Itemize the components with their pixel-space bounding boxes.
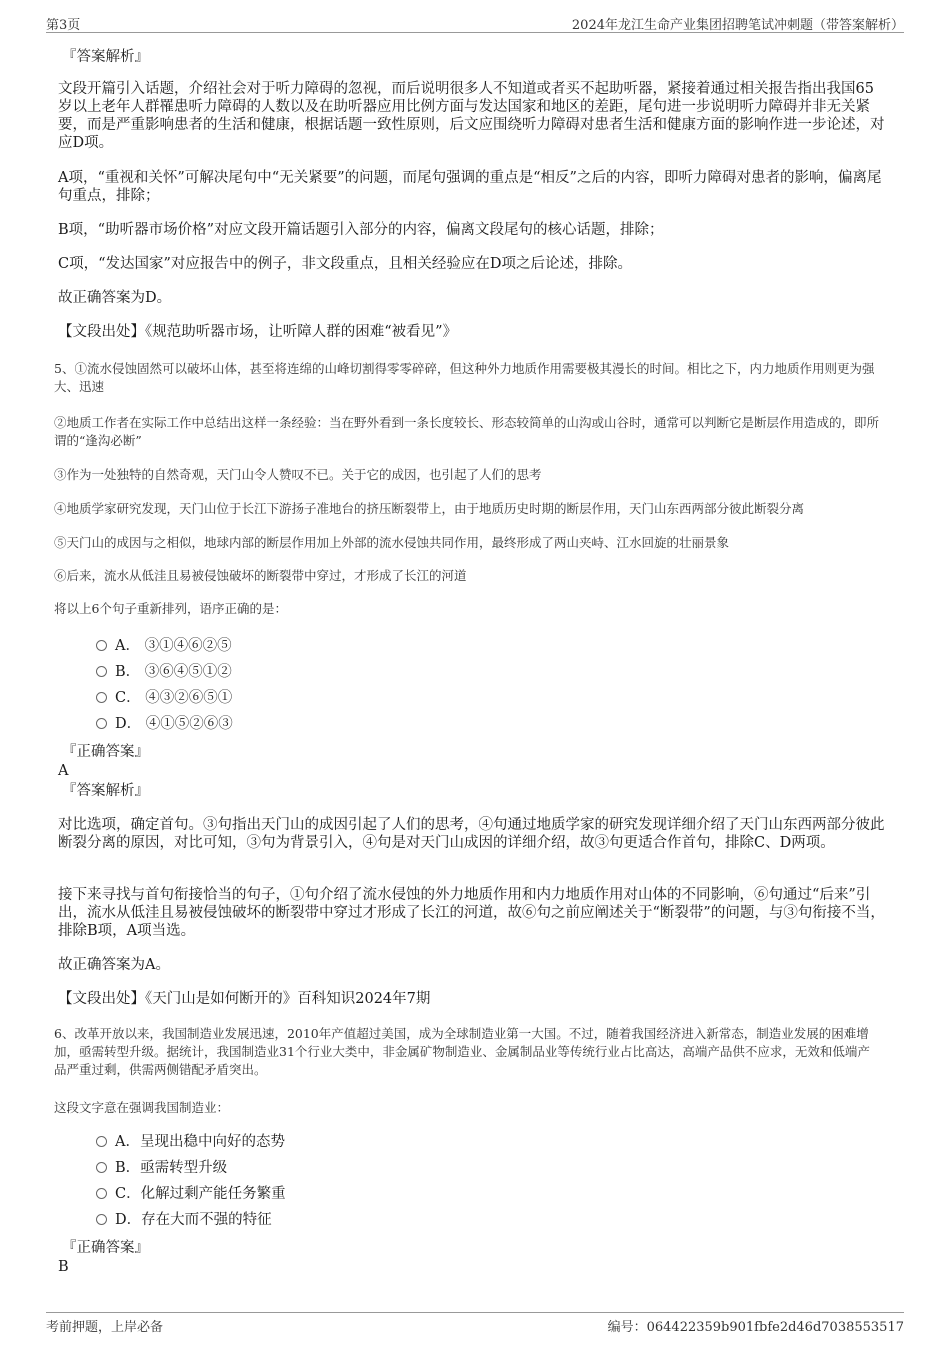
radio-icon <box>96 692 107 703</box>
document-title: 2024年龙江生命产业集团招聘笔试冲刺题（带答案解析） <box>571 18 904 33</box>
analysis-option-a: A项，“重视和关怀”可解决尾句中“无关紧要”的问题，而尾句强调的重点是“相反”之后的内容，即听力障碍对患者的影响，偏离尾句重点，排除； <box>58 170 882 204</box>
q6-option-a[interactable]: A．呈现出稳中向好的态势 <box>96 1133 285 1151</box>
q5-option-c[interactable]: C． ④③②⑥⑤① <box>96 689 232 707</box>
q6-option-d[interactable]: D．存在大而不强的特征 <box>96 1211 272 1229</box>
q6-answer: B <box>58 1259 69 1275</box>
q5-sentence-2: ②地质工作者在实际工作中总结出这样一条经验：当在野外看到一条长度较长、形态较简单的山沟或山谷时，通常可以判断它是断层作用造成的，即所谓的“逢沟必断” <box>54 415 880 448</box>
radio-icon <box>96 1214 107 1225</box>
radio-icon <box>96 1188 107 1199</box>
radio-icon <box>96 640 107 651</box>
analysis-paragraph: 文段开篇引入话题，介绍社会对于听力障碍的忽视，而后说明很多人不知道或者买不起助听器，紧接着通过相关报告指出我国65岁以上老年人群罹患听力障碍的人数以及在助听器应用比例方面与发达国家和地区的差距，尾句进一步说明听力障碍并非无关紧要，而是严重影响患者的生活和健康，根据话题一致性原则，后文应围绕听力障碍对患者生活和健康方面的影响作进一步论述，对应D项。 <box>58 81 885 151</box>
q5-sentence-1: 5、①流水侵蚀固然可以破坏山体，甚至将连绵的山峰切割得零零碎碎，但这种外力地质作用需要极其漫长的时间。相比之下，内力地质作用则更为强大、迅速 <box>54 361 875 394</box>
passage-source: 【文段出处】《规范助听器市场，让听障人群的困难“被看见”》 <box>58 324 458 340</box>
q5-sentence-4: ④地质学家研究发现，天门山位于长江下游扬子准地台的挤压断裂带上，由于地质历史时期的断层作用，天门山东西两部分彼此断裂分离 <box>54 501 805 516</box>
radio-icon <box>96 666 107 677</box>
analysis-label: 『答案解析』 <box>62 49 149 65</box>
analysis-option-b: B项，“助听器市场价格”对应文段开篇话题引入部分的内容，偏离文段尾句的核心话题，排除； <box>58 222 664 238</box>
q6-option-c[interactable]: C．化解过剩产能任务繁重 <box>96 1185 286 1203</box>
q6-question: 这段文字意在强调我国制造业： <box>54 1100 230 1115</box>
q5-option-b[interactable]: B． ③⑥④⑤①② <box>96 663 232 681</box>
q5-answer: A <box>58 763 69 779</box>
q5-question: 将以上6个句子重新排列，语序正确的是： <box>54 601 287 616</box>
radio-icon <box>96 1162 107 1173</box>
q5-analysis-label: 『答案解析』 <box>62 783 149 799</box>
q5-option-a[interactable]: A． ③①④⑥②⑤ <box>96 637 232 655</box>
radio-icon <box>96 718 107 729</box>
page-number: 第3页 <box>46 18 81 33</box>
q5-sentence-6: ⑥后来，流水从低洼且易被侵蚀破坏的断裂带中穿过，才形成了长江的河道 <box>54 568 467 583</box>
q5-source: 【文段出处】《天门山是如何断开的》百科知识2024年7期 <box>58 991 431 1007</box>
page-footer <box>46 1312 904 1335</box>
analysis-option-c: C项，“发达国家”对应报告中的例子，非文段重点，且相关经验应在D项之后论述，排除。 <box>58 256 633 272</box>
q5-option-d[interactable]: D． ④①⑤②⑥③ <box>96 715 233 733</box>
analysis-conclusion: 故正确答案为D。 <box>58 290 172 306</box>
q5-analysis-paragraph-1: 对比选项，确定首句。③句指出天门山的成因引起了人们的思考，④句通过地质学家的研究发现详细介绍了天门山东西两部分彼此断裂分离的原因，对比可知，③句为背景引入，④句是对天门山成因的详细介绍，故③句更适合作首句，排除C、D两项。 <box>58 817 885 851</box>
radio-icon <box>96 1136 107 1147</box>
q5-conclusion: 故正确答案为A。 <box>58 957 170 973</box>
q5-sentence-5: ⑤天门山的成因与之相似，地球内部的断层作用加上外部的流水侵蚀共同作用，最终形成了两山夹峙、江水回旋的壮丽景象 <box>54 535 730 550</box>
q6-passage: 6、改革开放以来，我国制造业发展迅速，2010年产值超过美国，成为全球制造业第一大国。不过，随着我国经济进入新常态，制造业发展的困难增加，亟需转型升级。据统计，我国制造业31个行业大类中，非金属矿物制造业、金属制品业等传统行业占比高达，高端产品供不应求，无效和低端产品严重过剩，供需两侧错配矛盾突出。 <box>54 1026 870 1077</box>
q5-answer-label: 『正确答案』 <box>62 744 149 760</box>
q6-answer-label: 『正确答案』 <box>62 1240 149 1256</box>
document-code: 编号：064422359b901fbfe2d46d7038553517 <box>607 1320 904 1335</box>
q5-sentence-3: ③作为一处独特的自然奇观，天门山令人赞叹不已。关于它的成因，也引起了人们的思考 <box>54 467 542 482</box>
q5-analysis-paragraph-2: 接下来寻找与首句衔接恰当的句子，①句介绍了流水侵蚀的外力地质作用和内力地质作用对山体的不同影响，⑥句通过“后来”引出，流水从低洼且易被侵蚀破坏的断裂带中穿过才形成了长江的河道，故⑥句之前应阐述关于“断裂带”的问题，与③句衔接不当，排除B项，A项当选。 <box>58 887 885 939</box>
footer-slogan: 考前押题，上岸必备 <box>46 1320 164 1335</box>
page-header <box>46 12 904 33</box>
q6-option-b[interactable]: B．亟需转型升级 <box>96 1159 227 1177</box>
